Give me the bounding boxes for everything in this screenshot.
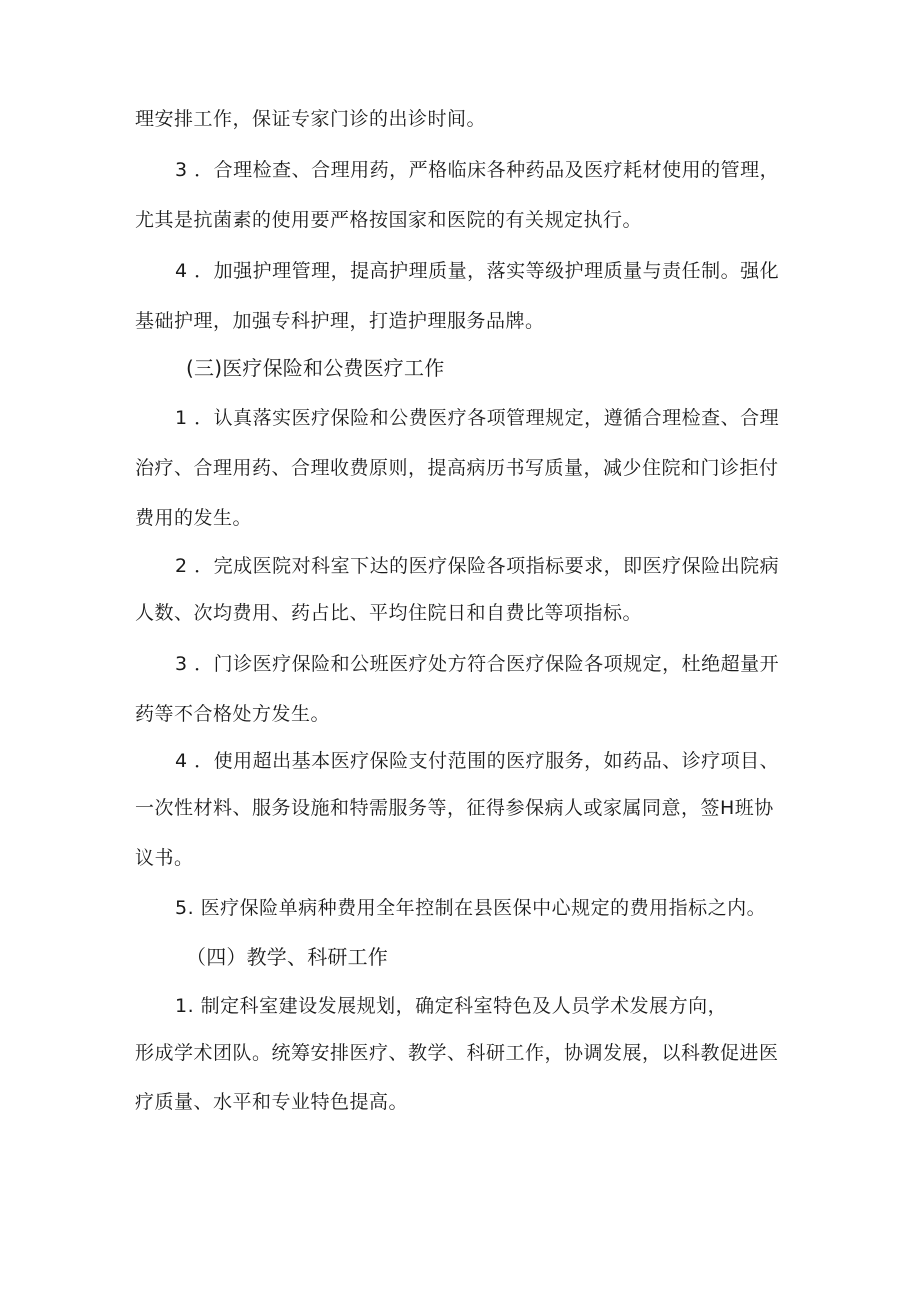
text-line: 议书。	[135, 847, 194, 869]
text-line: 基础护理，加强专科护理，打造护理服务品牌。	[135, 310, 545, 332]
text-line: 疗质量、水平和专业特色提高。	[135, 1091, 409, 1113]
text-line: 人数、次均费用、药占比、平均住院日和自费比等项指标。	[135, 602, 643, 624]
text-line: 3 ．门诊医疗保险和公班医疗处方符合医疗保险各项规定，杜绝超量开	[175, 653, 780, 675]
text-line: 形成学术团队。统筹安排医疗、教学、科研工作，协调发展，以科教促进医	[135, 1042, 779, 1064]
text-line: 药等不合格处方发生。	[135, 703, 331, 725]
section-heading: （四）教学、科研工作	[186, 945, 388, 969]
text-line: 4 ．使用超出基本医疗保险支付范围的医疗服务，如药品、诊疗项目、	[175, 750, 780, 772]
text-line: 5. 医疗保险单病种费用全年控制在县医保中心规定的费用指标之内。	[175, 897, 767, 919]
text-line: 费用的发生。	[135, 507, 253, 529]
text-line: 一次性材料、服务设施和特需服务等，征得参保病人或家属同意，签H班协	[135, 797, 774, 819]
section-heading: (三)医疗保险和公费医疗工作	[186, 356, 445, 380]
text-line: 1 ．认真落实医疗保险和公费医疗各项管理规定，遵循合理检查、合理	[175, 407, 780, 429]
text-line: 治疗、合理用药、合理收费原则，提高病历书写质量，减少住院和门诊拒付	[135, 457, 779, 479]
text-line: 理安排工作，保证专家门诊的出诊时间。	[135, 108, 487, 130]
text-line: 3 ．合理检查、合理用药，严格临床各种药品及医疗耗材使用的管理，	[175, 159, 780, 181]
text-line: 4 ．加强护理管理，提高护理质量，落实等级护理质量与责任制。强化	[175, 260, 780, 282]
text-line: 1. 制定科室建设发展规划，确定科室特色及人员学术发展方向，	[175, 995, 728, 1017]
text-line: 2 ．完成医院对科室下达的医疗保险各项指标要求，即医疗保险出院病	[175, 555, 780, 577]
text-line: 尤其是抗菌素的使用要严格按国家和医院的有关规定执行。	[135, 209, 643, 231]
